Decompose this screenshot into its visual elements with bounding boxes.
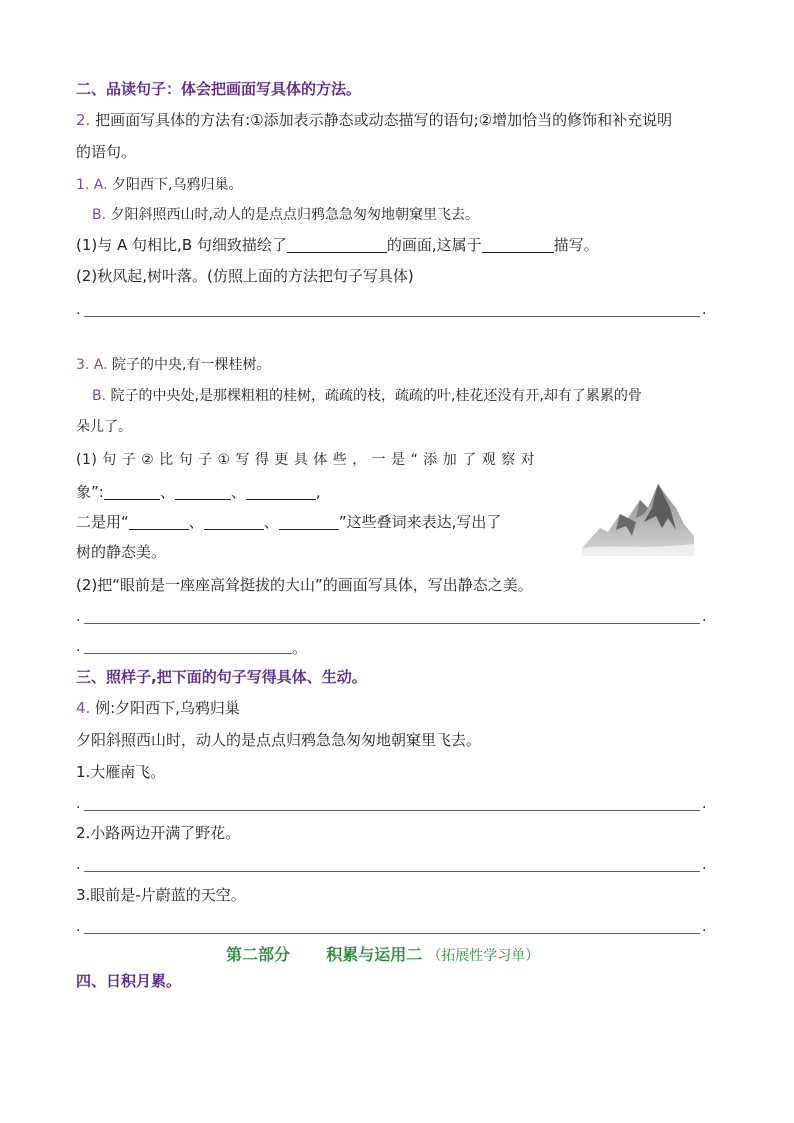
answer-dot-end: . — [702, 919, 707, 935]
ex1-question-1 — [76, 238, 599, 253]
section-4-title: 四、日积月累。 — [76, 972, 182, 990]
answer-line-6[interactable] — [84, 933, 700, 934]
ex3-sentence-b — [92, 389, 642, 403]
q4-number: 4. — [76, 699, 91, 717]
answer-line-3[interactable] — [84, 653, 292, 654]
sep: 、 — [230, 483, 246, 501]
answer-dot: . — [76, 639, 81, 655]
ex3-q1-line3-prefix: 二是用“ — [76, 513, 129, 531]
blank-reduplicated-2[interactable] — [204, 515, 264, 530]
answer-line-4[interactable] — [84, 810, 700, 811]
q4-example-full: 夕阳斜照西山时，动人的是点点归鸦急急匆匆地朝窠里飞去。 — [76, 731, 482, 749]
answer-dot-end: . — [702, 302, 707, 318]
end-mark: 。 — [292, 639, 308, 657]
ex1-q1-prefix: (1)与 A 句相比,B 句细致描绘了 — [76, 236, 287, 254]
ex1-sentence-a — [76, 178, 243, 192]
answer-dot: . — [76, 609, 81, 625]
mountain-illustration — [582, 478, 694, 556]
answer-line-5[interactable] — [84, 871, 700, 872]
blank-reduplicated-1[interactable] — [129, 515, 189, 530]
q4-example: 例:夕阳西下,乌鸦归巢 — [95, 699, 240, 717]
answer-line-1[interactable] — [84, 316, 700, 317]
answer-dot-end: . — [702, 796, 707, 812]
part-2-subtitle: （拓展性学习单） — [427, 948, 540, 964]
section-3-title: 三、照样子,把下面的句子写得具体、生动。 — [76, 668, 367, 686]
ex1-b-text: 夕阳斜照西山时,动人的是点点归鸦急急匆匆地朝窠里飞去。 — [110, 207, 479, 223]
blank-scene[interactable] — [287, 238, 387, 253]
ex3-q1-line-3 — [76, 515, 501, 530]
blank-object-1[interactable] — [104, 485, 160, 500]
ex1-label-a: 1. A. — [76, 177, 108, 193]
sep: 、 — [188, 513, 204, 531]
ex3-question-2: (2)把“眼前是一座座高耸挺拔的大山”的画面写具体，写出静态之美。 — [76, 576, 533, 594]
q2-text-1: 把画面写具体的方法有:①添加表示静态或动态描写的语句;②增加恰当的修饰和补充说明 — [95, 111, 673, 129]
ex3-q1-line-4: 树的静态美。 — [76, 543, 167, 561]
comma: , — [315, 483, 321, 501]
ex1-q1-mid: 的画面,这属于 — [386, 236, 482, 254]
ex3-b-text-2: 朵儿了。 — [76, 419, 132, 435]
blank-object-2[interactable] — [175, 485, 231, 500]
q4-item-1: 1.大雁南飞。 — [76, 763, 166, 781]
sep: 、 — [159, 483, 175, 501]
ex1-question-2: (2)秋风起,树叶落。(仿照上面的方法把句子写具体) — [76, 267, 414, 285]
answer-dot: . — [76, 302, 81, 318]
ex3-b-text-1: 院子的中央处,是那棵粗粗的桂树，疏疏的枝，疏疏的叶,桂花还没有开,却有了累累的骨 — [110, 388, 642, 404]
part-2-title: 积累与运用二 — [326, 945, 423, 964]
answer-dot: . — [76, 919, 81, 935]
ex1-label-b: B. — [92, 207, 107, 223]
q4-item-3: 3.眼前是-片蔚蓝的天空。 — [76, 886, 246, 904]
ex3-q1-line-1: (1) 句 子 ② 比 句 子 ① 写 得 更 具 体 些 ， 一 是 “ 添 加 了 观 察 对 — [76, 452, 536, 468]
ex3-sentence-a — [76, 358, 271, 372]
ex3-a-text: 院子的中央,有一棵桂树。 — [112, 357, 271, 373]
blank-description-type[interactable] — [482, 238, 554, 253]
section-2-title: 二、品读句子：体会把画面写具体的方法。 — [76, 80, 362, 98]
part-2-label: 第二部分 — [226, 945, 291, 964]
ex1-q1-end: 描写。 — [553, 236, 599, 254]
q2-line-2: 的语句。 — [76, 143, 137, 161]
ex3-q1-line2-prefix: 象”: — [76, 483, 104, 501]
q2-line-1 — [76, 113, 672, 128]
ex3-q1-line-2 — [76, 485, 321, 500]
answer-dot: . — [76, 796, 81, 812]
ex3-q1-line3-end: ”这些叠词来表达,写出了 — [338, 513, 502, 531]
part-2-header — [226, 947, 539, 963]
q4-example-line — [76, 701, 240, 716]
ex1-a-text: 夕阳西下,乌鸦归巢。 — [112, 177, 243, 193]
sep: 、 — [263, 513, 279, 531]
ex1-sentence-b — [92, 208, 479, 222]
q2-number: 2. — [76, 111, 91, 129]
answer-dot-end: . — [702, 857, 707, 873]
answer-dot-end: . — [702, 609, 707, 625]
q4-item-2: 2.小路两边开满了野花。 — [76, 824, 241, 842]
answer-line-2[interactable] — [84, 623, 700, 624]
answer-dot: . — [76, 857, 81, 873]
ex3-label-a: 3. A. — [76, 357, 108, 373]
blank-object-3[interactable] — [246, 485, 316, 500]
ex3-label-b: B. — [92, 388, 107, 404]
blank-reduplicated-3[interactable] — [279, 515, 339, 530]
